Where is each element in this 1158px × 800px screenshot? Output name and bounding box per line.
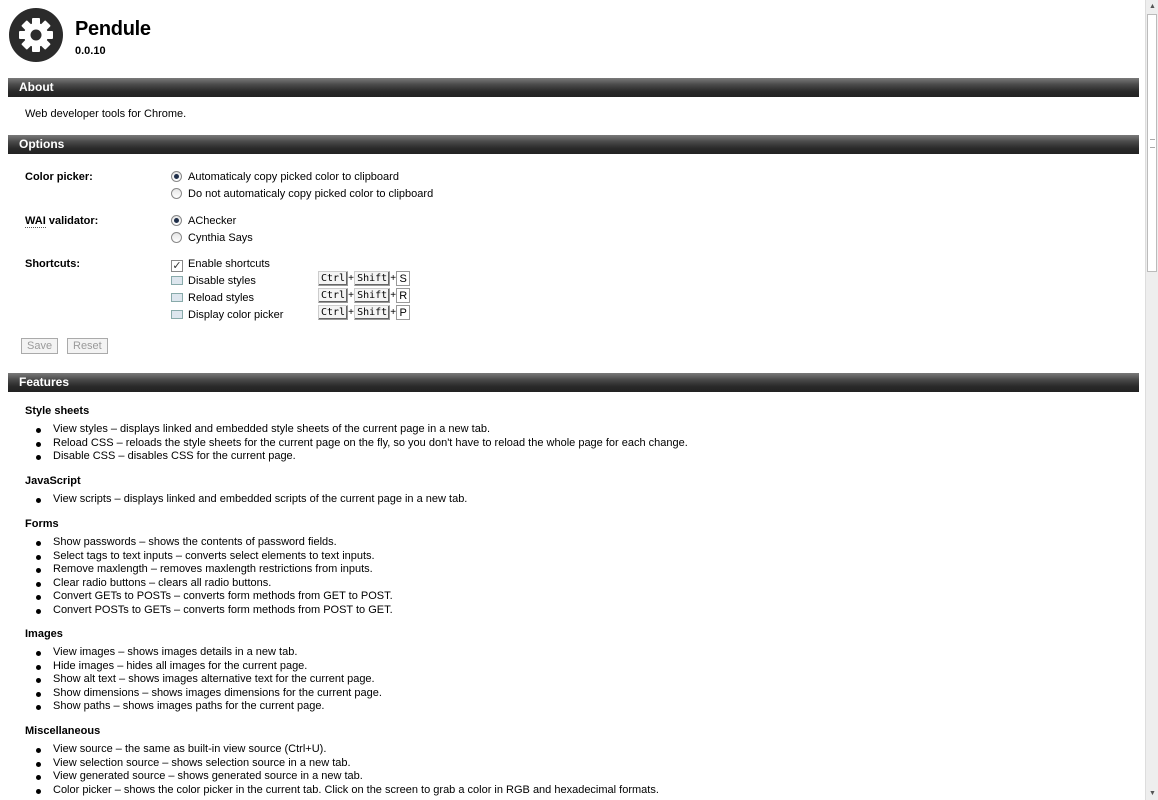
color-picker-option-auto[interactable] xyxy=(171,171,399,187)
list-item: Hide images – hides all images for the current page. xyxy=(25,660,382,674)
list-item: View source – the same as built-in view source (Ctrl+U). xyxy=(25,743,659,757)
ctrl-key: Ctrl xyxy=(318,305,348,320)
list-item: Reload CSS – reloads the style sheets for the current page on the fly, so you don't have to reload the whole page for each change. xyxy=(25,437,688,451)
misc-title: Miscellaneous xyxy=(25,725,101,737)
forms-list xyxy=(25,536,393,618)
list-item: Select tags to text inputs – converts select elements to text inputs. xyxy=(25,550,393,564)
misc-list xyxy=(25,743,659,797)
save-button[interactable]: Save xyxy=(21,338,58,354)
plus-sign: + xyxy=(348,273,355,284)
list-item: Convert GETs to POSTs – converts form methods from GET to POST. xyxy=(25,590,393,604)
option-label: Do not automaticaly copy picked color to clipboard xyxy=(188,188,434,200)
options-heading: Options xyxy=(8,135,1139,154)
features-heading: Features xyxy=(8,373,1139,392)
style-sheets-list xyxy=(25,423,688,464)
shortcut-label: Display color picker xyxy=(188,309,284,321)
letter-key: R xyxy=(396,288,410,303)
gear-icon xyxy=(9,8,63,62)
list-item: View generated source – shows generated source in a new tab. xyxy=(25,770,659,784)
option-label: Cynthia Says xyxy=(188,232,253,244)
list-item: Clear radio buttons – clears all radio buttons. xyxy=(25,577,393,591)
javascript-list xyxy=(25,493,467,507)
shortcut-label: Disable styles xyxy=(188,275,256,287)
wai-abbr: WAI xyxy=(25,215,46,227)
option-label: AChecker xyxy=(188,215,237,227)
list-item: View selection source – shows selection source in a new tab. xyxy=(25,757,659,771)
scroll-down-arrow-icon[interactable]: ▼ xyxy=(1149,790,1156,797)
images-list xyxy=(25,646,382,714)
scroll-up-arrow-icon[interactable]: ▲ xyxy=(1149,3,1156,10)
radio-button[interactable] xyxy=(171,232,182,243)
shortcut-keys-color-picker xyxy=(318,305,410,323)
plus-sign: + xyxy=(390,307,397,318)
enable-shortcuts-option[interactable] xyxy=(171,258,270,274)
list-item: View scripts – displays linked and embedded scripts of the current page in a new tab. xyxy=(25,493,467,507)
shift-key: Shift xyxy=(354,271,390,286)
keyboard-icon xyxy=(171,293,183,302)
images-title: Images xyxy=(25,628,63,640)
shortcut-reload-styles xyxy=(171,292,254,308)
color-picker-option-manual[interactable] xyxy=(171,188,433,204)
plus-sign: + xyxy=(390,273,397,284)
shortcut-color-picker xyxy=(171,309,283,325)
letter-key: P xyxy=(396,305,410,320)
shortcuts-label: Shortcuts: xyxy=(25,258,80,270)
list-item: View styles – displays linked and embedded style sheets of the current page in a new tab. xyxy=(25,423,688,437)
shortcut-keys-disable-styles xyxy=(318,271,410,289)
app-version: 0.0.10 xyxy=(75,45,106,57)
plus-sign: + xyxy=(348,290,355,301)
plus-sign: + xyxy=(348,307,355,318)
style-sheets-title: Style sheets xyxy=(25,405,90,417)
list-item: View images – shows images details in a new tab. xyxy=(25,646,382,660)
radio-button[interactable] xyxy=(171,188,182,199)
checkbox-checked-icon[interactable]: ✓ xyxy=(172,260,182,272)
keyboard-icon xyxy=(171,310,183,319)
reset-button[interactable]: Reset xyxy=(67,338,108,354)
wai-option-cynthia[interactable] xyxy=(171,232,253,248)
shortcut-keys-reload-styles xyxy=(318,288,410,306)
about-heading: About xyxy=(8,78,1139,97)
list-item: Remove maxlength – removes maxlength restrictions from inputs. xyxy=(25,563,393,577)
grip-icon xyxy=(1150,139,1155,148)
vertical-scrollbar[interactable] xyxy=(1145,0,1158,800)
letter-key: S xyxy=(396,271,410,286)
shortcut-label: Reload styles xyxy=(188,292,255,304)
app-title: Pendule xyxy=(75,18,151,40)
wai-option-achecker[interactable] xyxy=(171,215,236,231)
radio-button[interactable] xyxy=(171,171,182,182)
option-label: Enable shortcuts xyxy=(188,258,270,270)
list-item: Show paths – shows images paths for the current page. xyxy=(25,700,382,714)
ctrl-key: Ctrl xyxy=(318,288,348,303)
list-item: Show dimensions – shows images dimensions for the current page. xyxy=(25,687,382,701)
list-item: Disable CSS – disables CSS for the current page. xyxy=(25,450,688,464)
wai-label-rest: validator: xyxy=(45,215,99,227)
plus-sign: + xyxy=(390,290,397,301)
option-label: Automaticaly copy picked color to clipboard xyxy=(188,171,399,183)
list-item: Show passwords – shows the contents of password fields. xyxy=(25,536,393,550)
scrollbar-thumb[interactable] xyxy=(1147,14,1157,272)
wai-validator-label xyxy=(25,215,98,227)
list-item: Show alt text – shows images alternative text for the current page. xyxy=(25,673,382,687)
color-picker-label: Color picker: xyxy=(25,171,93,183)
keyboard-icon xyxy=(171,276,183,285)
shift-key: Shift xyxy=(354,305,390,320)
list-item: Color picker – shows the color picker in the current tab. Click on the screen to grab a color in RGB and hexadecimal formats. xyxy=(25,784,659,798)
radio-button[interactable] xyxy=(171,215,182,226)
ctrl-key: Ctrl xyxy=(318,271,348,286)
forms-title: Forms xyxy=(25,518,59,530)
list-item: Convert POSTs to GETs – converts form methods from POST to GET. xyxy=(25,604,393,618)
javascript-title: JavaScript xyxy=(25,475,81,487)
about-text: Web developer tools for Chrome. xyxy=(25,108,187,120)
shift-key: Shift xyxy=(354,288,390,303)
shortcut-disable-styles xyxy=(171,275,256,291)
